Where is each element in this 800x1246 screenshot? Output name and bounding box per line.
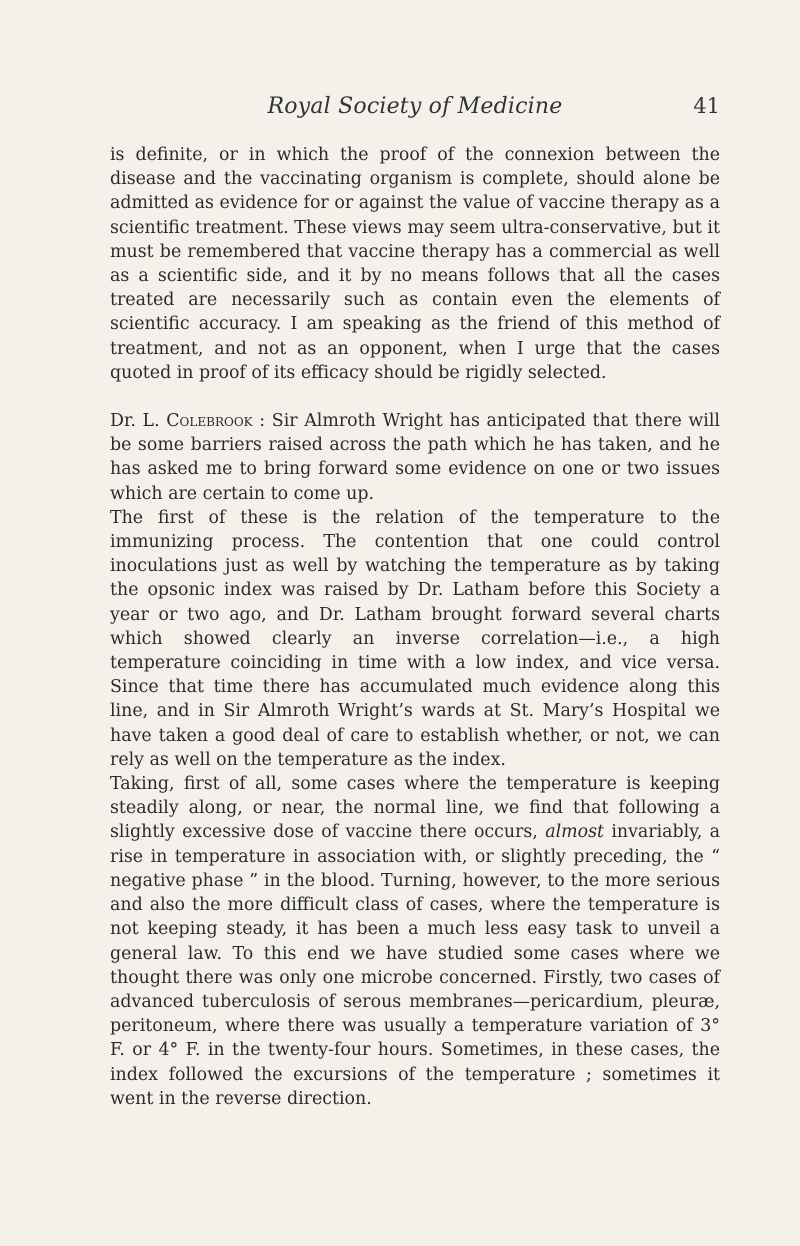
paragraph-text-part-b: invariably, a rise in temperature in association with, or slightly preceding, the “ negative phase ” in the blood. Turning, however, to the more serious and also the more difficult class of cases, where the temperature is not keeping steady, it has been a much less easy task to unveil a general law. To this end we have studied some cases where we thought there was only one microbe concerned. Firstly, two cases of advanced tuberculosis of serous membranes—pericardium, pleuræ, peritoneum, where there was usually a temperature variation of 3° F. or 4° F. in the twenty-four hours. Sometimes, in these cases, the index followed the excursions of the temperature ; sometimes it went in the reverse direction.	[110, 822, 720, 1109]
emphasized-word: almost	[545, 822, 605, 843]
running-head	[110, 94, 720, 124]
paragraph-colebrook-text: : Sir Almroth Wright has anticipated that there will be some barriers raised across the path which he has taken, and he has asked me to bring forward some evidence on one or two issues which are certain to come up.	[110, 411, 720, 504]
paragraph-text-part-a: Taking, first of all, some cases where the temperature is keeping steadily along, or near, the normal line, we find that following a slightly excessive dose of vaccine there occurs,	[110, 774, 720, 843]
paragraph-colebrook-intro	[110, 409, 720, 506]
speaker-name: Colebrook	[166, 411, 253, 432]
page-number: 41	[693, 94, 720, 118]
speaker-prefix: Dr. L.	[110, 411, 167, 432]
running-title: Royal Society of Medicine	[267, 94, 563, 119]
body-text	[110, 143, 720, 1111]
paragraph-temperature-relation: The first of these is the relation of the temperature to the immunizing process. The contention that one could control inoculations just as well by watching the temperature as by taking the opsonic index was raised by Dr. Latham before this Society a year or two ago, and Dr. Latham brought forward several charts which showed clearly an inverse correlation—i.e., a high temperature coinciding in time with a low index, and vice versa. Since that time there has accumulated much evidence along this line, and in Sir Almroth Wright’s wards at St. Mary’s Hospital we have taken a good deal of care to establish whether, or not, we can rely as well on the temperature as the index.	[110, 507, 720, 770]
paragraph-normal-line-cases	[110, 772, 720, 1111]
paragraph-continuation: is definite, or in which the proof of the connexion between the disease and the vaccinating organism is complete, should alone be admitted as evidence for or against the value of vaccine therapy as a scientific treatment. These views may seem ultra-conservative, but it must be remembered that vaccine therapy has a commercial as well as a scientific side, and it by no means follows that all the cases treated are necessarily such as contain even the elements of scientific accuracy. I am speaking as the friend of this method of treatment, and not as an opponent, when I urge that the cases quoted in proof of its efficacy should be rigidly selected.	[110, 145, 720, 383]
paragraph-gap	[110, 385, 720, 409]
